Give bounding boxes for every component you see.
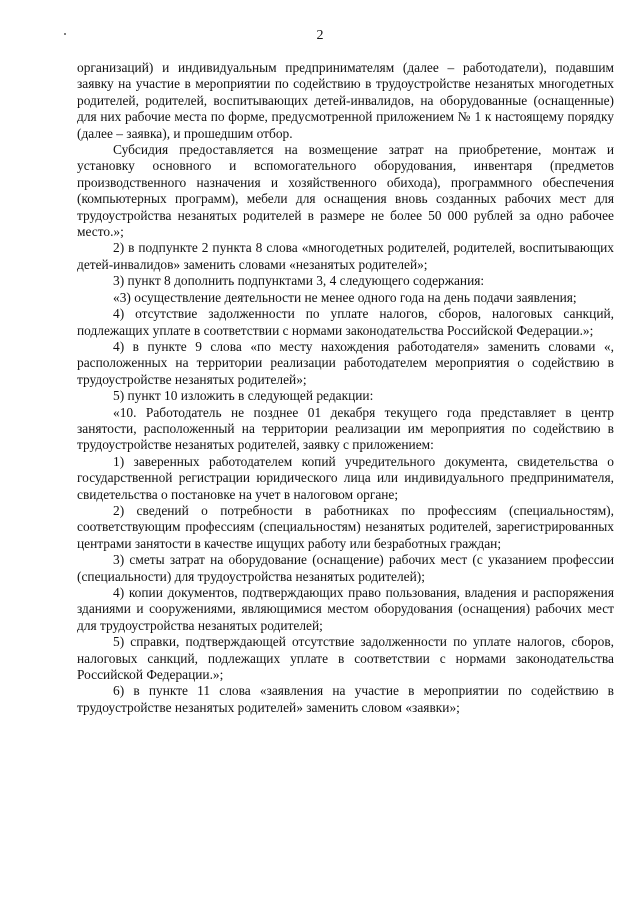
paragraph-point-10: «10. Работодатель не позднее 01 декабря текущего года представляет в центр занятости, расположенный на территории реализации им мероприятия по содействию в трудоустройстве незанятых родителей, заявку с приложением:	[77, 404, 614, 453]
paragraph-subitem-3: «3) осуществление деятельности не менее одного года на день подачи заявления;	[113, 289, 577, 305]
paragraph-attachment-5: 5) справки, подтверждающей отсутствие задолженности по уплате налогов, сборов, налоговых санкций, подлежащих уплате в соответствии с нормами законодательства Российской Федерации.»;	[77, 634, 614, 683]
paragraph-item-6: 6) в пункте 11 слова «заявления на участие в мероприятии по содействию в трудоустройстве незанятых родителей» заменить словом «заявки»;	[77, 683, 614, 715]
paragraph-item-2: 2) в подпункте 2 пункта 8 слова «многодетных родителей, родителей, воспитывающих детей-инвалидов» заменить словами «незанятых родителей»;	[77, 240, 614, 272]
paragraph-attachment-2: 2) сведений о потребности в работниках по профессиям (специальностям), соответствующим профессиям (специальностям) незанятых родителей, зарегистрированных центрами занятости в качестве ищущих работу или безработных граждан;	[77, 502, 614, 551]
paragraph-attachment-1: 1) заверенных работодателем копий учредительного документа, свидетельства о государственной регистрации юридического лица или индивидуального предпринимателя, свидетельства о постановке на учет в налоговом органе;	[77, 453, 614, 502]
page-number: 2	[316, 28, 324, 43]
paragraph-subsidy: Субсидия предоставляется на возмещение затрат на приобретение, монтаж и установку основного и вспомогательного оборудования, инвентаря (предметов производственного назначения и хозяйственного обихода), программного обеспечения (компьютерных программ), мебели для оснащения вновь созданных рабочих мест для трудоустройства незанятых родителей в размере не более 50 000 рублей за одно рабочее место.»;	[77, 142, 614, 240]
paragraph-attachment-4: 4) копии документов, подтверждающих право пользования, владения и распоряжения зданиями и сооружениями, являющимися местом оборудования (оснащения) рабочих мест для трудоустройства незанятых родителей;	[77, 585, 614, 633]
paragraph-subitem-4: 4) отсутствие задолженности по уплате налогов, сборов, налоговых санкций, подлежащих уплате в соответствии с нормами законодательства Российской Федерации.»;	[77, 306, 614, 338]
document-body	[77, 60, 614, 716]
paragraph-attachment-3: 3) сметы затрат на оборудование (оснащение) рабочих мест (с указанием профессии (специальности) для трудоустройства незанятых родителей);	[77, 552, 614, 584]
paragraph-continuation: организаций) и индивидуальным предпринимателям (далее – работодатели), подавшим заявку на участие в мероприятии по содействию в трудоустройстве незанятых многодетных родителей, родителей, воспитывающих детей-инвалидов, на оборудованные (оснащенные) для них рабочие места по форме, предусмотренной приложением № 1 к настоящему порядку (далее – заявка), и прошедшим отбор.	[77, 60, 614, 141]
paragraph-item-5: 5) пункт 10 изложить в следующей редакции:	[113, 388, 374, 404]
paragraph-item-4: 4) в пункте 9 слова «по месту нахождения работодателя» заменить словами «, расположенных на территории реализации работодателем мероприятия о содействию в трудоустройстве незанятых родителей»;	[77, 338, 614, 387]
paragraph-item-3: 3) пункт 8 дополнить подпунктами 3, 4 следующего содержания:	[113, 273, 485, 289]
